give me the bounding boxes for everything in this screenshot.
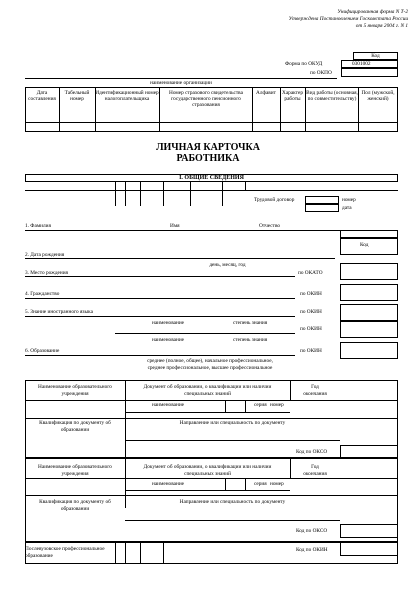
col-work-nature: Характер работы [282,90,303,102]
col-sex: Пол (мужской, женский) [361,90,395,102]
qual-label-1a: Квалификация по документу об [39,420,111,426]
direction-label-2: Направление или специальность по документу [179,499,286,505]
birthdate-label: 2. Дата рождения [25,252,65,258]
doc-label-1a: Документ об образовании, о квалификации или наличии [143,384,272,390]
kod-label: Код [360,242,369,248]
citizenship-line[interactable] [25,298,295,299]
form-header-line2: Утверждена Постановлением Госкомстата России [288,16,408,22]
birthdate-line[interactable] [25,258,335,259]
page-title-line1: ЛИЧНАЯ КАРТОЧКА [156,142,260,153]
inst-label-1a: Наименование образовательного [38,384,112,390]
qual-label-1b: образовании [60,427,90,433]
okso-label-1: Код по ОКСО [296,449,328,455]
doc-name-hint-2: наименование [152,481,185,487]
doc-name-hint-1: наименование [152,402,185,408]
birthdate-hint: день, месяц, год [209,262,246,268]
doc-number-hint-2: номер [270,481,284,487]
surname-label: 1. Фамилия [25,223,51,229]
org-name-hint: наименование организации [150,80,212,86]
kod-header-label: Код [371,53,380,59]
birthplace-label: 3. Место рождения [25,270,68,276]
postgrad-label-b: образование [25,553,53,559]
okin3-label: по ОКИН [300,326,322,332]
postgrad-label-a: Послевузовское профессиональное [25,546,105,552]
contract-date-label: дата [342,205,352,211]
patronymic-label: Отчество [259,223,281,229]
okpo-label: по ОКПО [310,70,332,76]
language-line1[interactable] [25,316,295,317]
contract-label: Трудовой договор [254,197,295,203]
postgrad-okin-label: Код по ОКИН [296,547,328,553]
postgrad-okin-cell[interactable] [340,542,398,556]
okin4-cell[interactable] [340,342,398,359]
language-label: 5. Знание иностранного языка [25,309,93,315]
col-tab-number: Табельный номер [64,90,90,102]
top-table-row-divider [25,122,398,123]
col-alphabet: Алфавит [256,90,276,96]
doc-label-2b: специальных знаний [184,471,231,477]
inst-label-2b: учреждения [61,471,89,477]
okso-cell-1[interactable] [340,445,398,458]
okso-label-2: Код по ОКСО [296,528,328,534]
lang-name1: наименование [152,320,185,326]
okin2-cell[interactable] [340,304,398,321]
year-label-2b: окончания [303,471,327,477]
education-hint1: среднее (полное, общее), начальное профессиональное, [147,358,273,364]
lang-level1: степень знания [233,320,268,326]
kod-cell [340,230,398,238]
col-inn: Идентификационный номер налогоплательщика [95,90,159,102]
qual-label-2b: образовании [60,506,90,512]
citizenship-label: 4. Гражданство [25,291,60,297]
language-line2[interactable] [115,333,295,334]
okso-cell-2[interactable] [340,524,398,538]
birthplace-line[interactable] [25,276,295,277]
direction-label-1: Направление или специальность по документу [179,420,286,426]
qual-label-2a: Квалификация по документу об [39,499,111,505]
doc-label-1b: специальных знаний [184,391,231,397]
contract-number-label: номер [342,197,356,203]
okato-label: по ОКАТО [298,270,323,276]
doc-series-hint-2: серия [254,481,267,487]
doc-number-hint-1: номер [270,402,284,408]
col-work-type: Вид работы (основная, по совместительству) [306,90,358,102]
org-name-line[interactable] [25,78,337,79]
inst-label-2a: Наименование образовательного [38,464,112,470]
inst-label-1b: учреждения [61,391,89,397]
section1-title: I. ОБЩИЕ СВЕДЕНИЯ [179,175,244,181]
education-hint2: среднее профессиональное, высшее профессиональное [147,365,273,371]
birthdate-code-cell[interactable] [340,238,398,255]
education-label: 6. Образование [25,348,60,354]
okud-value: 0301002 [352,61,371,67]
okin1-label: по ОКИН [300,291,322,297]
okato-cell[interactable] [340,263,398,280]
doc-label-2a: Документ об образовании, о квалификации или наличии [143,464,272,470]
okin4-label: по ОКИН [300,348,322,354]
contract-number-cell[interactable] [305,196,339,204]
form-header-line3: от 5 января 2004 г. N 1 [355,23,408,29]
doc-series-hint-1: серия [254,402,267,408]
col-date: Дата составления [28,90,56,102]
year-label-2a: Год [311,464,319,470]
okin1-cell[interactable] [340,284,398,301]
okin2-label: по ОКИН [300,309,322,315]
lang-level2: степень знания [233,337,268,343]
education-line[interactable] [25,355,295,356]
col-snils: Номер страхового свидетельства государственного пенсионного страхования [169,90,243,108]
lang-name2: наименование [152,337,185,343]
okpo-cell[interactable] [341,68,398,77]
page-title-line2: РАБОТНИКА [176,153,240,164]
form-header-line1: Унифицированная форма N Т-2 [337,9,408,15]
okin3-cell[interactable] [340,321,398,338]
contract-date-cell[interactable] [305,204,339,212]
surname-line[interactable] [25,230,360,231]
okud-label: Форма по ОКУД [285,61,323,67]
year-label-1b: окончания [303,391,327,397]
year-label-1a: Год [311,384,319,390]
name-label: Имя [170,223,180,229]
